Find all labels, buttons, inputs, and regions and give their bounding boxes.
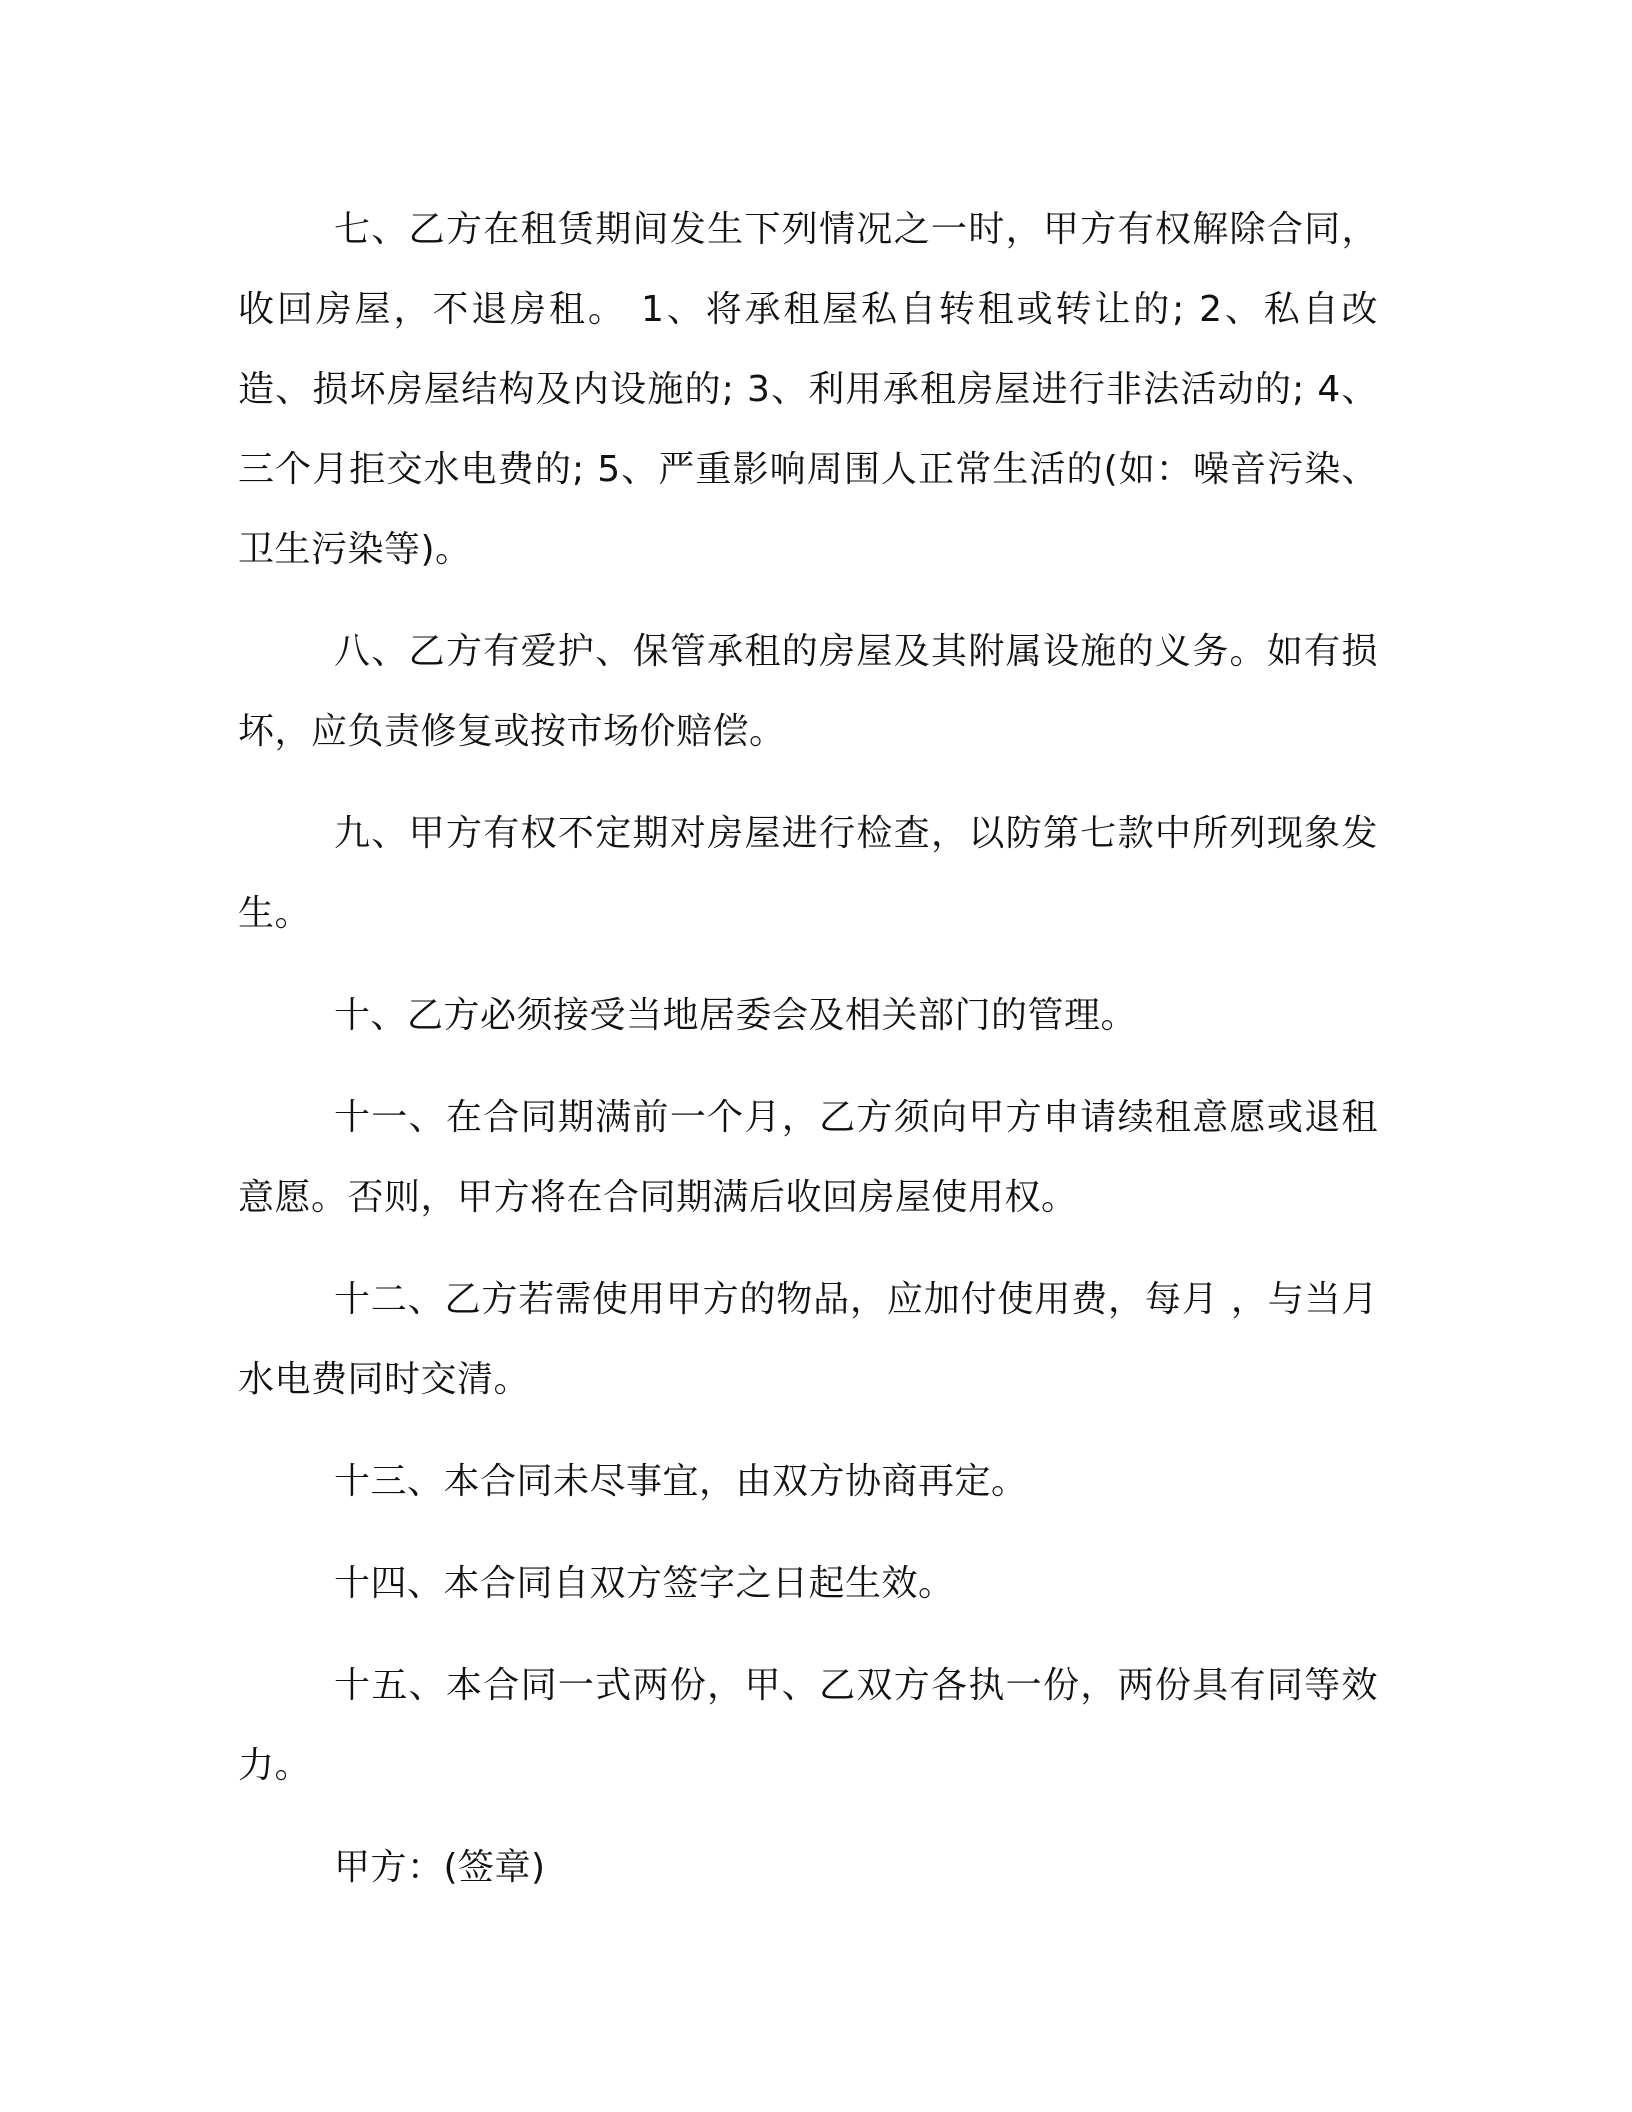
document-body [238,190,1378,1908]
clause-15: 十五、本合同一式两份，甲、乙双方各执一份，两份具有同等效力。 [238,1665,1378,1786]
clause-7: 七、乙方在租赁期间发生下列情况之一时，甲方有权解除合同，收回房屋，不退房租。 1、将承租屋私自转租或转让的; 2、私自改造、损坏房屋结构及内设施的; 3、利用承租房屋进行非法活动的; 4、三个月拒交水电费的; 5、严重影响周围人正常生活的(如：噪音污染、卫生污染等)。 [238,209,1378,570]
clause-11: 十一、在合同期满前一个月，乙方须向甲方申请续租意愿或退租意愿。否则，甲方将在合同期满后收回房屋使用权。 [238,1097,1378,1218]
clause-12: 十二、乙方若需使用甲方的物品，应加付使用费，每月 ，与当月水电费同时交清。 [238,1279,1378,1400]
clause-8: 八、乙方有爱护、保管承租的房屋及其附属设施的义务。如有损坏，应负责修复或按市场价赔偿。 [238,631,1378,752]
clause-13: 十三、本合同未尽事宜，由双方协商再定。 [334,1461,1028,1502]
clause-10: 十、乙方必须接受当地居委会及相关部门的管理。 [334,995,1138,1036]
clause-9: 九、甲方有权不定期对房屋进行检查，以防第七款中所列现象发生。 [238,813,1378,934]
party-a-signature-line: 甲方：(签章) [334,1847,546,1888]
clause-14: 十四、本合同自双方签字之日起生效。 [334,1563,955,1604]
